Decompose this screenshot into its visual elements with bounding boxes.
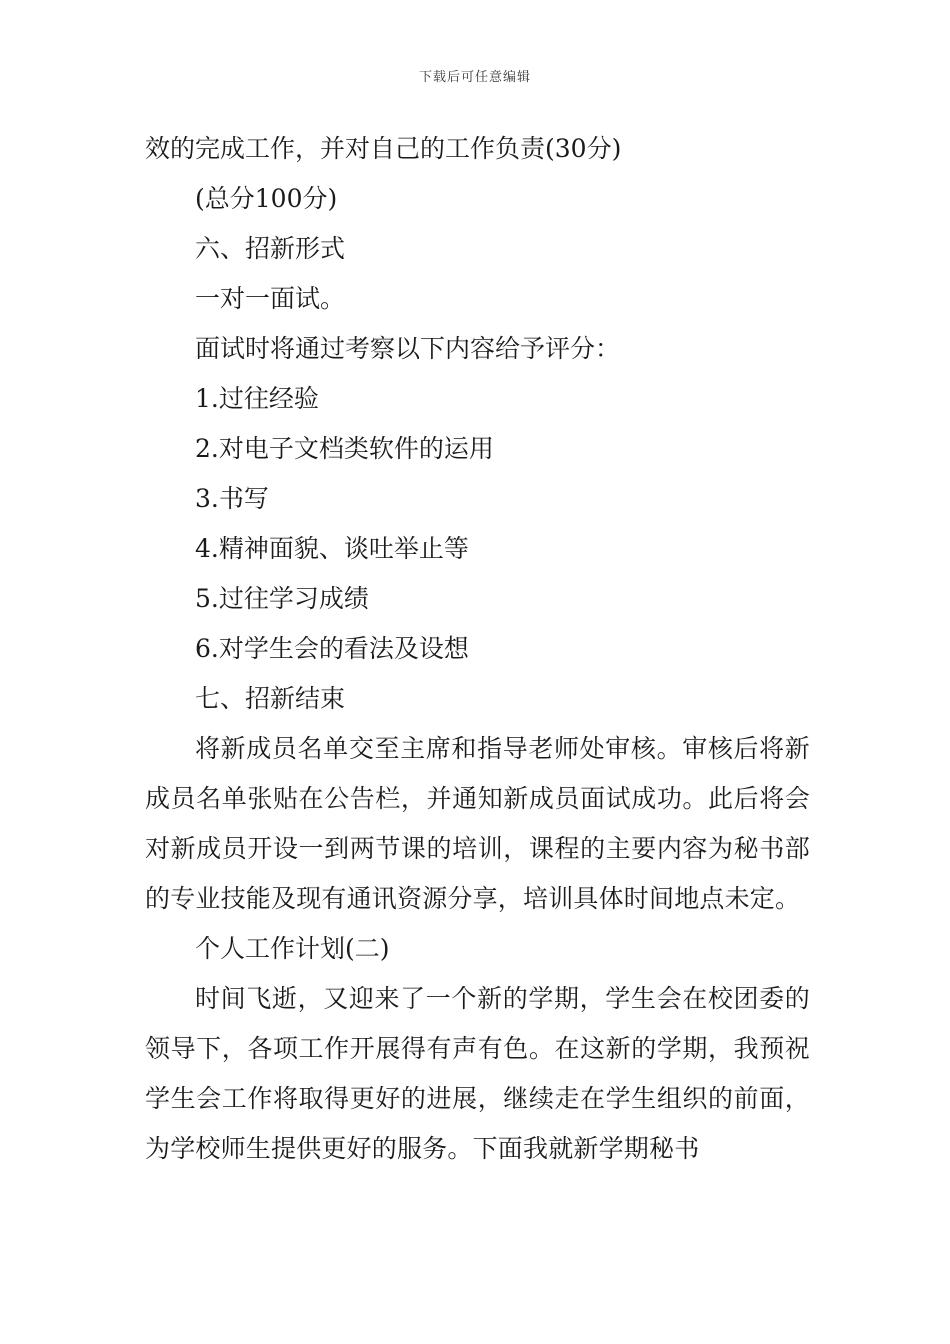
interview-type-line: 一对一面试。 <box>195 284 346 313</box>
criteria-item-1: 1.过往经验 <box>195 384 319 413</box>
criteria-item-2: 2.对电子文档类软件的运用 <box>195 434 494 463</box>
section-6-heading: 六、招新形式 <box>195 234 346 263</box>
continuation-line: 效的完成工作，并对自己的工作负责(30分) <box>145 134 622 163</box>
criteria-item-3: 3.书写 <box>195 484 269 513</box>
document-body <box>145 124 810 1174</box>
section-7-heading: 七、招新结束 <box>195 684 346 713</box>
plan-2-paragraph: 时间飞逝，又迎来了一个新的学期，学生会在校团委的领导下，各项工作开展得有声有色。在这新的学期，我预祝学生会工作将取得更好的进展，继续走在学生组织的前面，为学校师生提供更好的服务。下面我就新学期秘书 <box>145 984 810 1163</box>
criteria-item-4: 4.精神面貌、谈吐举止等 <box>195 534 469 563</box>
total-score-line: (总分100分) <box>195 184 338 213</box>
interview-intro-line: 面试时将通过考察以下内容给予评分： <box>195 334 621 363</box>
plan-2-title: 个人工作计划(二) <box>195 934 390 963</box>
criteria-item-6: 6.对学生会的看法及设想 <box>195 634 469 663</box>
section-7-paragraph: 将新成员名单交至主席和指导老师处审核。审核后将新成员名单张贴在公告栏，并通知新成员面试成功。此后将会对新成员开设一到两节课的培训，课程的主要内容为秘书部的专业技能及现有通讯资源分享，培训具体时间地点未定。 <box>145 734 810 913</box>
criteria-item-5: 5.过往学习成绩 <box>195 584 369 613</box>
page-header: 下载后可任意编辑 <box>418 70 531 85</box>
